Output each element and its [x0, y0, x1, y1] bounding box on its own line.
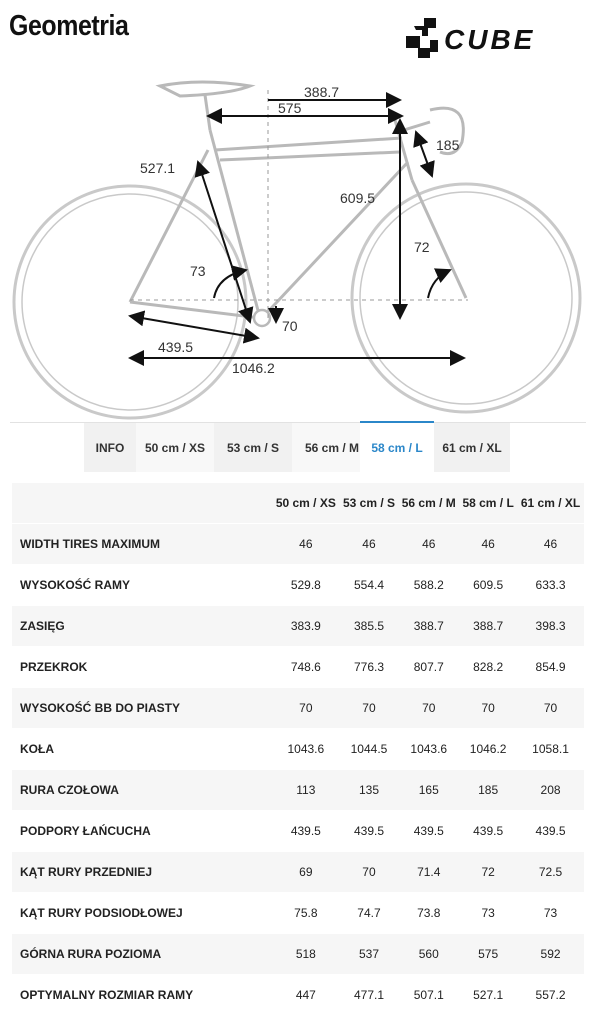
table-cell: 388.7 [398, 606, 459, 646]
geometry-table [12, 482, 584, 1016]
row-label: KĄT RURY PRZEDNIEJ [12, 852, 272, 892]
table-cell: 439.5 [340, 811, 399, 851]
table-cell: 557.2 [517, 975, 584, 1015]
table-cell: 70 [272, 688, 340, 728]
table-row [12, 852, 584, 892]
tab-size-xs[interactable]: 50 cm / XS [136, 423, 214, 472]
table-cell: 477.1 [340, 975, 399, 1015]
tab-size-l[interactable]: 58 cm / L [360, 421, 434, 472]
seat-angle-label: 73 [190, 263, 206, 279]
table-cell: 1043.6 [398, 729, 459, 769]
table-cell: 46 [517, 524, 584, 564]
table-cell: 1058.1 [517, 729, 584, 769]
table-row [12, 688, 584, 728]
table-cell: 70 [340, 688, 399, 728]
table-row [12, 565, 584, 605]
table-cell: 46 [340, 524, 399, 564]
column-header: 61 cm / XL [517, 483, 584, 523]
bike-frame [130, 95, 466, 318]
table-header-empty [12, 483, 272, 523]
wheelbase-label: 1046.2 [232, 360, 275, 376]
head-angle-label: 72 [414, 239, 430, 255]
tab-info[interactable]: INFO [84, 423, 136, 472]
table-row [12, 811, 584, 851]
cube-logo [404, 16, 570, 60]
row-label: WYSOKOŚĆ BB DO PIASTY [12, 688, 272, 728]
row-label: ZASIĘG [12, 606, 272, 646]
table-cell: 633.3 [517, 565, 584, 605]
row-label: GÓRNA RURA POZIOMA [12, 934, 272, 974]
tab-size-xl[interactable]: 61 cm / XL [434, 423, 510, 472]
table-row [12, 893, 584, 933]
tab-size-m[interactable]: 56 cm / M [292, 423, 372, 472]
table-cell: 447 [272, 975, 340, 1015]
table-cell: 72.5 [517, 852, 584, 892]
table-cell: 73 [517, 893, 584, 933]
table-cell: 208 [517, 770, 584, 810]
table-row [12, 647, 584, 687]
table-cell: 439.5 [459, 811, 517, 851]
table-cell: 46 [459, 524, 517, 564]
table-cell: 828.2 [459, 647, 517, 687]
row-label: KOŁA [12, 729, 272, 769]
table-cell: 75.8 [272, 893, 340, 933]
row-label: WYSOKOŚĆ RAMY [12, 565, 272, 605]
table-cell: 560 [398, 934, 459, 974]
table-cell: 609.5 [459, 565, 517, 605]
table-cell: 554.4 [340, 565, 399, 605]
table-cell: 592 [517, 934, 584, 974]
table-cell: 807.7 [398, 647, 459, 687]
table-cell: 776.3 [340, 647, 399, 687]
head-tube-label: 185 [436, 137, 460, 153]
table-cell: 398.3 [517, 606, 584, 646]
page-title: Geometria [9, 10, 129, 42]
seat-tube-label: 527.1 [140, 160, 176, 176]
row-label: WIDTH TIRES MAXIMUM [12, 524, 272, 564]
table-cell: 527.1 [459, 975, 517, 1015]
table-cell: 854.9 [517, 647, 584, 687]
column-header: 50 cm / XS [272, 483, 340, 523]
table-row [12, 770, 584, 810]
table-cell: 385.5 [340, 606, 399, 646]
saddle [160, 82, 250, 96]
table-cell: 1046.2 [459, 729, 517, 769]
table-cell: 439.5 [398, 811, 459, 851]
row-label: RURA CZOŁOWA [12, 770, 272, 810]
table-cell: 70 [398, 688, 459, 728]
svg-text:CUBE: CUBE [444, 24, 536, 55]
table-cell: 70 [517, 688, 584, 728]
table-cell: 70 [459, 688, 517, 728]
table-cell: 69 [272, 852, 340, 892]
table-cell: 46 [272, 524, 340, 564]
table-row [12, 934, 584, 974]
table-cell: 70 [340, 852, 399, 892]
tab-size-s[interactable]: 53 cm / S [214, 423, 292, 472]
table-row [12, 524, 584, 564]
table-cell: 185 [459, 770, 517, 810]
table-row [12, 606, 584, 646]
table-cell: 1043.6 [272, 729, 340, 769]
table-cell: 1044.5 [340, 729, 399, 769]
row-label: PRZEKROK [12, 647, 272, 687]
column-header: 56 cm / M [398, 483, 459, 523]
table-cell: 383.9 [272, 606, 340, 646]
table-cell: 72 [459, 852, 517, 892]
row-label: PODPORY ŁAŃCUCHA [12, 811, 272, 851]
table-cell: 748.6 [272, 647, 340, 687]
table-row [12, 729, 584, 769]
table-cell: 74.7 [340, 893, 399, 933]
table-cell: 588.2 [398, 565, 459, 605]
table-header-row [12, 483, 584, 523]
table-cell: 575 [459, 934, 517, 974]
geometry-diagram [0, 70, 596, 420]
table-cell: 165 [398, 770, 459, 810]
table-cell: 113 [272, 770, 340, 810]
stack-label: 609.5 [340, 190, 376, 206]
table-cell: 71.4 [398, 852, 459, 892]
table-cell: 73.8 [398, 893, 459, 933]
reach-label: 388.7 [304, 84, 340, 100]
table-cell: 518 [272, 934, 340, 974]
size-tabs [10, 422, 586, 473]
column-header: 58 cm / L [459, 483, 517, 523]
table-cell: 439.5 [272, 811, 340, 851]
table-cell: 537 [340, 934, 399, 974]
table-cell: 46 [398, 524, 459, 564]
row-label: OPTYMALNY ROZMIAR RAMY [12, 975, 272, 1015]
table-cell: 439.5 [517, 811, 584, 851]
top-tube-label: 575 [278, 100, 302, 116]
column-header: 53 cm / S [340, 483, 399, 523]
table-cell: 73 [459, 893, 517, 933]
table-cell: 507.1 [398, 975, 459, 1015]
row-label: KĄT RURY PODSIODŁOWEJ [12, 893, 272, 933]
table-cell: 388.7 [459, 606, 517, 646]
table-cell: 529.8 [272, 565, 340, 605]
table-cell: 135 [340, 770, 399, 810]
chainstay-label: 439.5 [158, 339, 194, 355]
table-row [12, 975, 584, 1015]
bb-drop-label: 70 [282, 318, 298, 334]
